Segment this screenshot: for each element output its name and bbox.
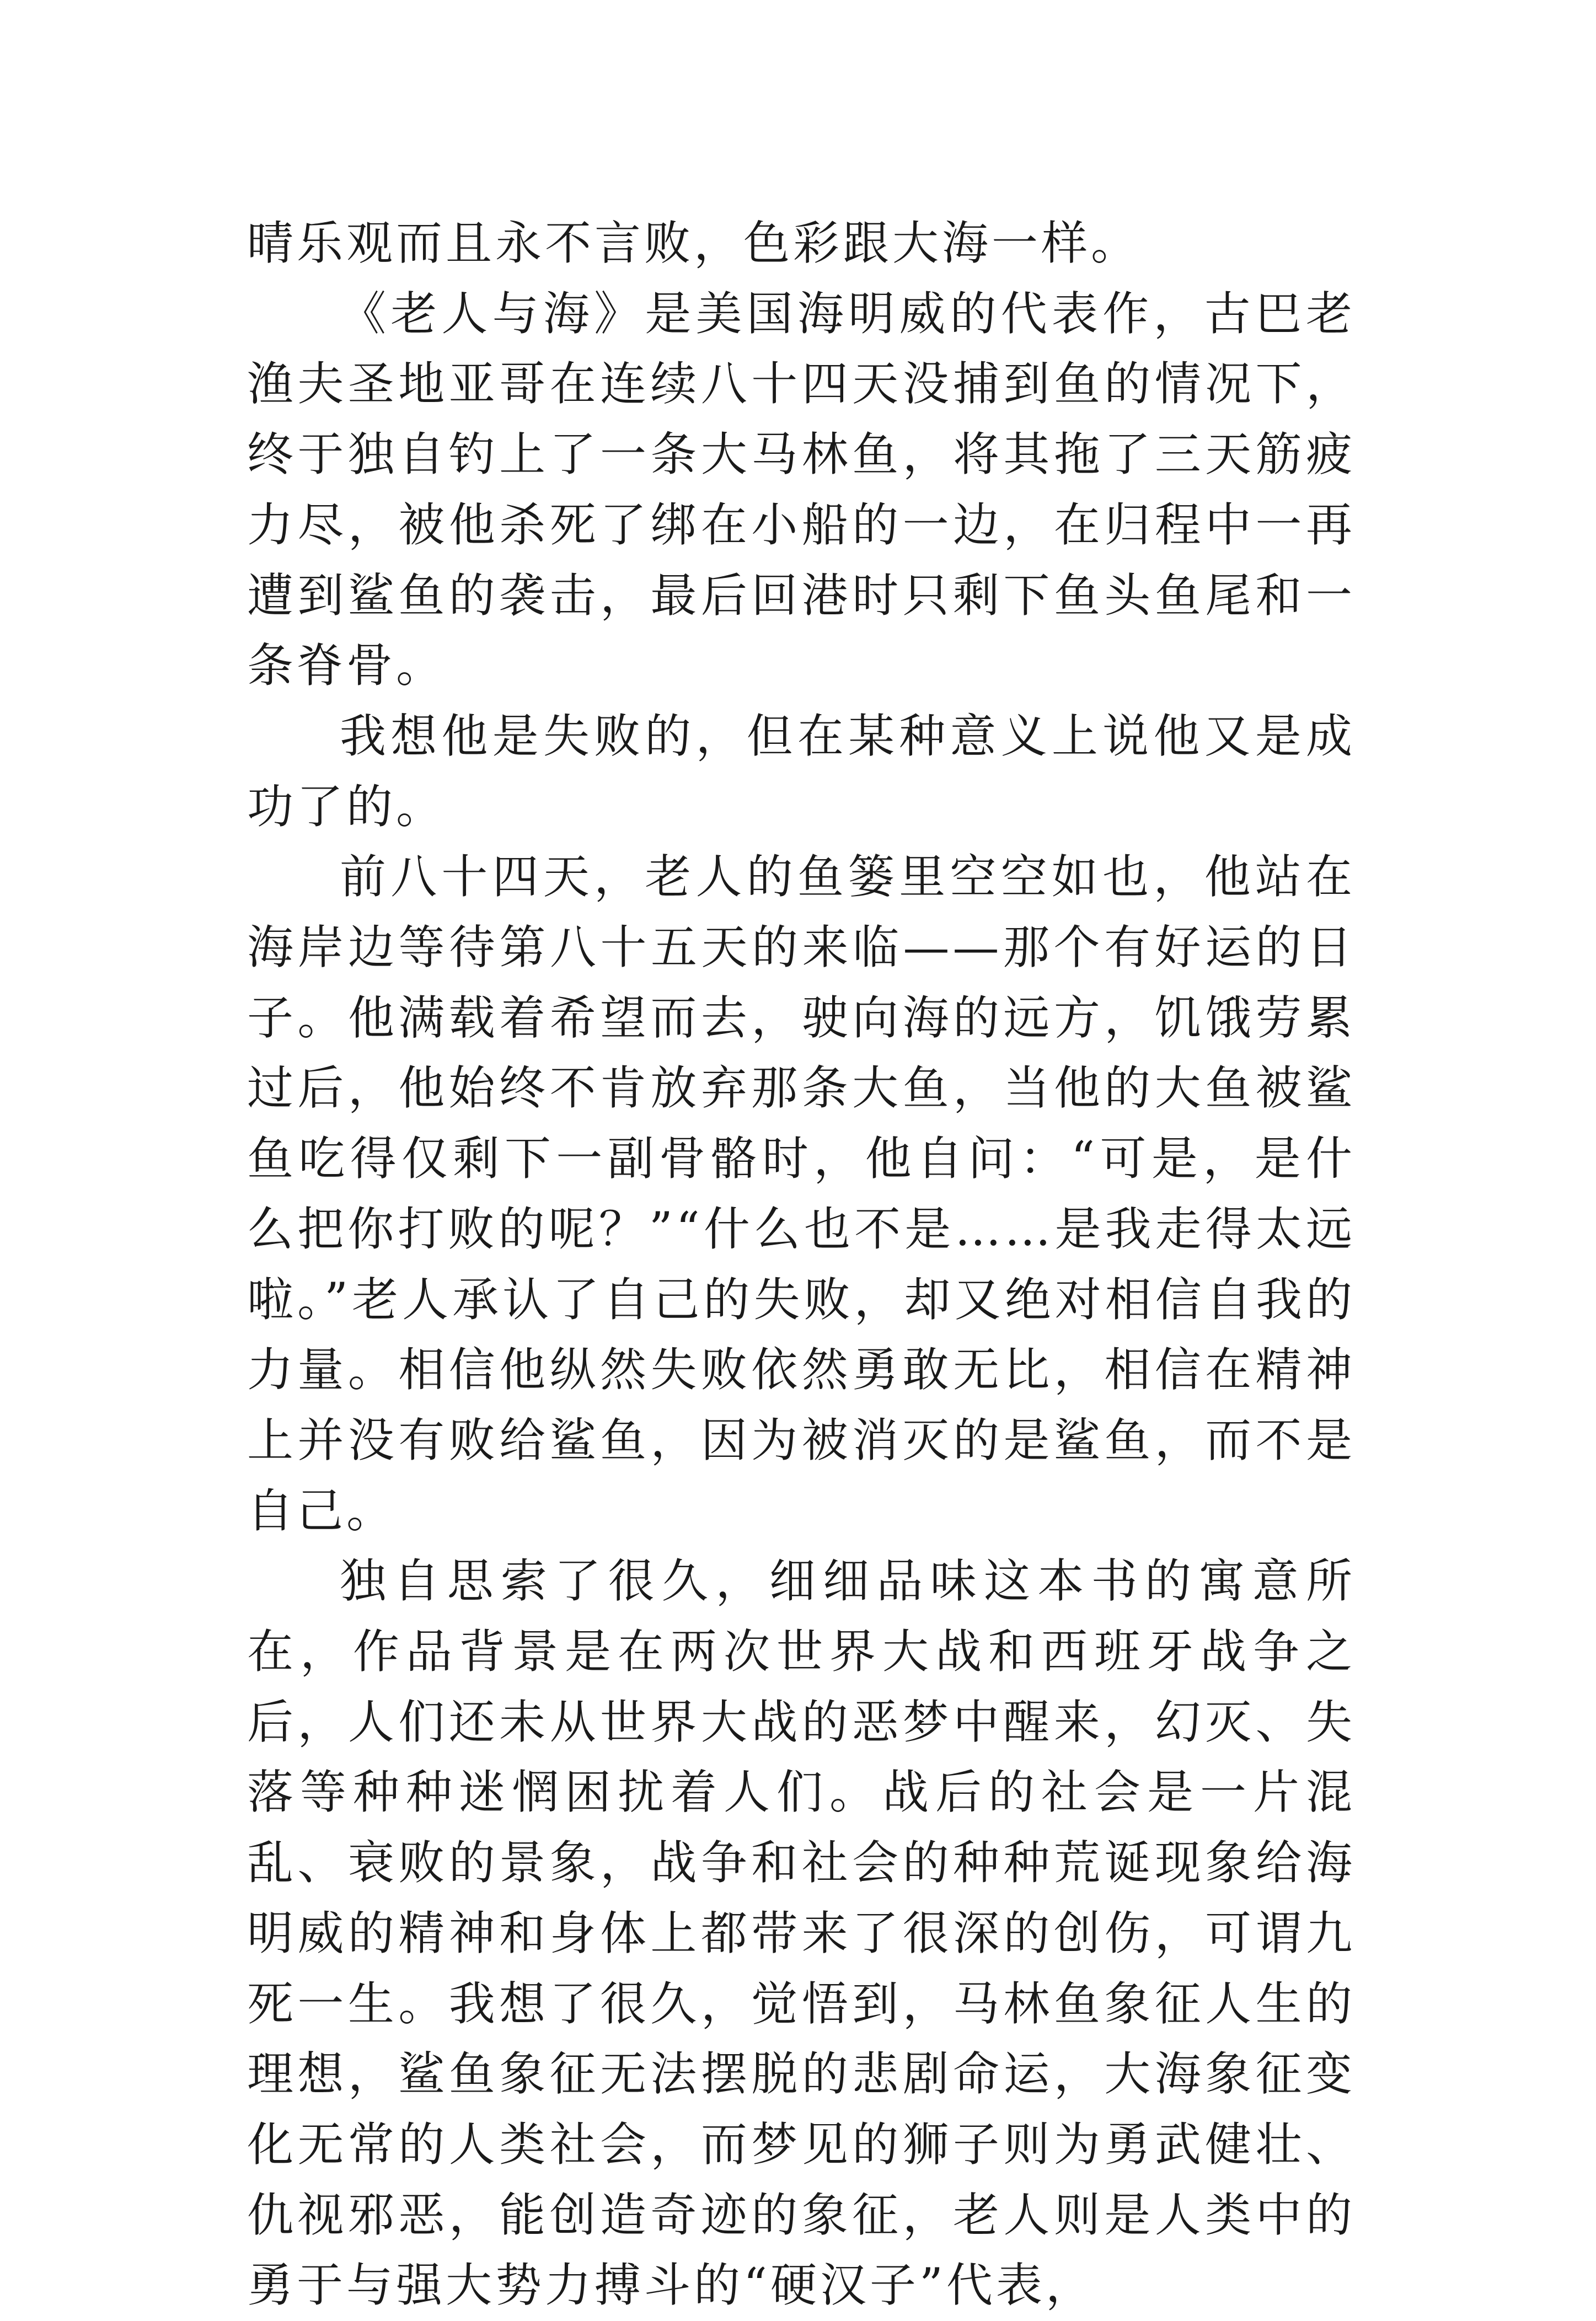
paragraph-symbolism: 独自思索了很久，细细品味这本书的寓意所在，作品背景是在两次世界大战和西班牙战争之后，人们还未从世界大战的恶梦中醒来，幻灭、失落等种种迷惘困扰着人们。战后的社会是一片混乱、衰败的景象，战争和社会的种种荒诞现象给海明威的精神和身体上都带来了很深的创伤，可谓九死一生。我想了很久，觉悟到，马林鱼象征人生的理想，鲨鱼象征无法摆脱的悲剧命运，大海象征变化无常的人类社会，而梦见的狮子则为勇武健壮、仇视邪恶，能创造奇迹的象征，老人则是人类中的勇于与强大势力搏斗的“硬汉子”代表，: [247, 1554, 1356, 2313]
document-body: [247, 208, 1356, 2321]
paragraph-failure-success: 我想他是失败的，但在某种意义上说他又是成功了的。: [247, 709, 1356, 834]
paragraph-intro-old-man-and-sea: 《老人与海》是美国海明威的代表作，古巴老渔夫圣地亚哥在连续八十四天没捕到鱼的情况下，终于独自钓上了一条大马林鱼，将其拖了三天筋疲力尽，被他杀死了绑在小船的一边，在归程中一再遭到鲨鱼的袭击，最后回港时只剩下鱼头鱼尾和一条脊骨。: [247, 286, 1356, 693]
paragraph-eighty-four-days: 前八十四天，老人的鱼篓里空空如也，他站在海岸边等待第八十五天的来临——那个有好运的日子。他满载着希望而去，驶向海的远方，饥饿劳累过后，他始终不肯放弃那条大鱼，当他的大鱼被鲨鱼吃得仅剩下一副骨骼时，他自问：“可是，是什么把你打败的呢？”“什么也不是……是我走得太远啦。”老人承认了自己的失败，却又绝对相信自我的力量。相信他纵然失败依然勇敢无比，相信在精神上并没有败给鲨鱼，因为被消灭的是鲨鱼，而不是自己。: [247, 850, 1356, 1538]
paragraph-continued: 晴乐观而且永不言败，色彩跟大海一样。: [247, 216, 1141, 270]
